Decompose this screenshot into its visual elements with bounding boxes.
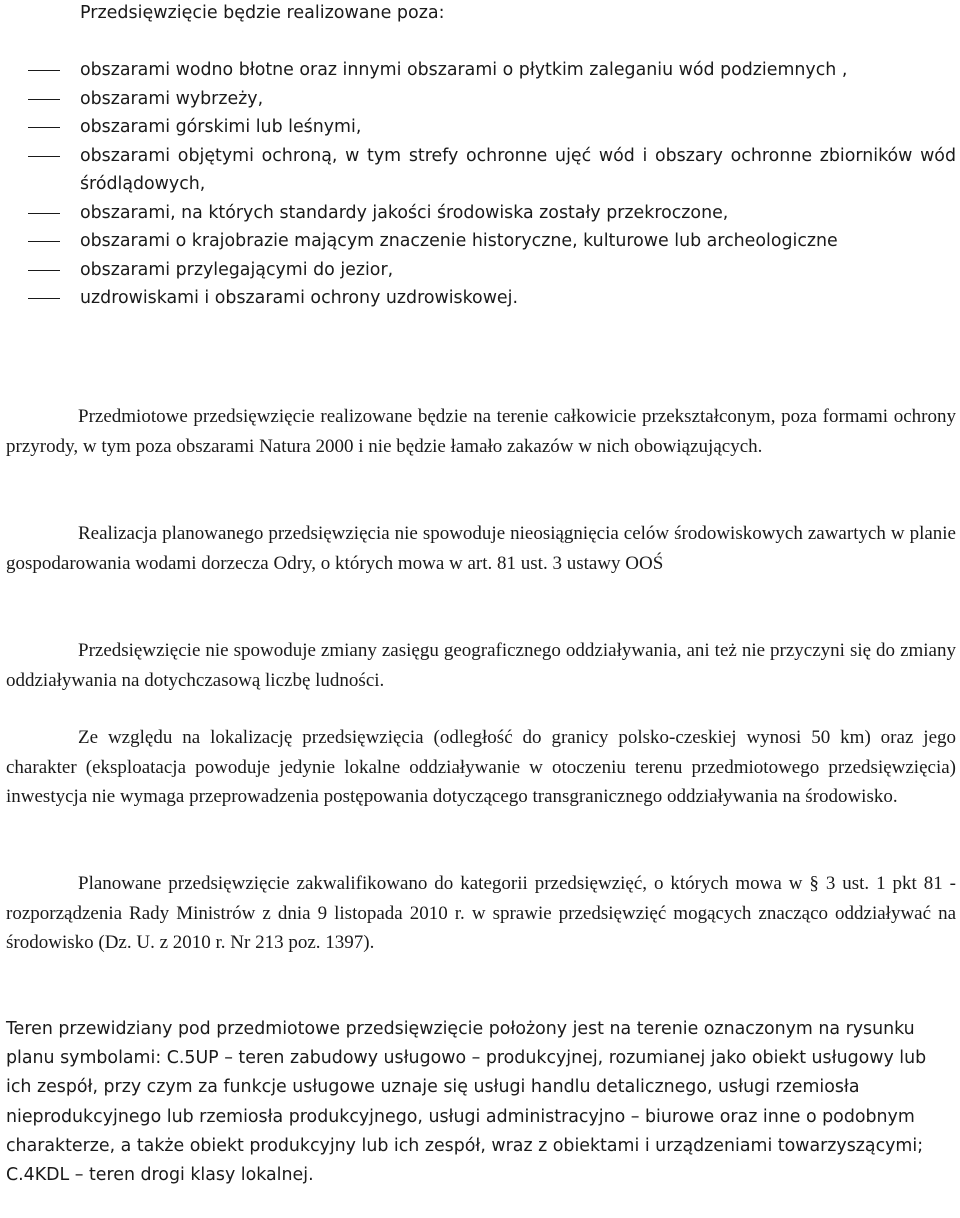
list-item-text: obszarami o krajobrazie mającym znaczenie historyczne, kulturowe lub archeologiczne (80, 231, 838, 251)
paragraph-zoning: Teren przewidziany pod przedmiotowe przedsięwzięcie położony jest na terenie oznaczonym na rysunku planu symbolami: C.5UP – teren zabudowy usługowo – produkcyjnej, rozumianej jako obiekt usługowy lub ich zespół, przy czym za funkcje usługowe uznaje się usługi handlu detalicznego, usługi rzemiosła nieprodukcyjnego lub rzemiosła produkcyjnego, usługi administracyjno – biurowe oraz inne o podobnym charakterze, a także obiekt produkcyjny lub ich zespół, wraz z obiektami i urządzeniami towarzyszącymi; C.4KDL – teren drogi klasy lokalnej. (6, 1019, 927, 1186)
paragraph-text: Planowane przedsięwzięcie zakwalifikowano do kategorii przedsięwzięć, o których mowa w § 3 ust. 1 pkt 81 - rozporządzenia Rady Ministrów z dnia 9 listopada 2010 r. w sprawie przedsięwzięć mogących znacząco oddziaływać na środowisko (Dz. U. z 2010 r. Nr 213 poz. 1397). (6, 873, 956, 953)
list-item-text: obszarami górskimi lub leśnymi, (80, 117, 362, 137)
list-item-text: obszarami przylegającymi do jezior, (80, 259, 394, 280)
list-item-text: obszarami wodno błotne oraz innymi obszarami o płytkim zaleganiu wód podziemnych , (80, 60, 848, 80)
intro-heading: Przedsięwzięcie będzie realizowane poza: (80, 3, 445, 23)
dash-bullet-icon (28, 156, 60, 157)
paragraph-natura (6, 402, 956, 461)
paragraph-text: Przedsięwzięcie nie spowoduje zmiany zasięgu geograficznego oddziaływania, ani też nie przyczyni się do zmiany oddziaływania na dotychczasową liczbę ludności. (6, 640, 956, 691)
list-item-text: obszarami objętymi ochroną, w tym strefy ochronne ujęć wód i obszary ochronne zbiorników wód śródlądowych, (80, 145, 956, 194)
paragraph-odra (6, 519, 956, 578)
dash-bullet-icon (28, 213, 60, 214)
paragraph-text: Ze względu na lokalizację przedsięwzięcia (odległość do granicy polsko-czeskiej wynosi 50 km) oraz jego charakter (eksploatacja powoduje jedynie lokalne oddziaływanie w otoczeniu terenu przedmiotowego przedsięwzięcia) inwestycja nie wymaga przeprowadzenia postępowania dotyczącego transgranicznego oddziaływania na środowisko. (6, 727, 956, 807)
paragraph-text: Realizacja planowanego przedsięwzięcia nie spowoduje nieosiągnięcia celów środowiskowych zawartych w planie gospodarowania wodami dorzecza Odry, o których mowa w art. 81 ust. 3 ustawy OOŚ (6, 523, 956, 574)
dash-bullet-icon (28, 127, 60, 128)
list-item (0, 284, 956, 313)
list-item (0, 142, 956, 199)
list-item (0, 85, 956, 114)
paragraph-range (6, 636, 956, 695)
list-item-text: obszarami wybrzeży, (80, 88, 264, 109)
list-item (0, 56, 956, 85)
dash-bullet-icon (28, 70, 60, 71)
list-item (0, 227, 956, 256)
dash-bullet-icon (28, 298, 60, 299)
paragraph-category (6, 869, 956, 958)
paragraph-transboundary (6, 723, 956, 812)
list-item (0, 199, 956, 228)
dash-bullet-icon (28, 241, 60, 242)
list-item-text: obszarami, na których standardy jakości środowiska zostały przekroczone, (80, 202, 729, 223)
paragraph-text: Przedmiotowe przedsięwzięcie realizowane będzie na terenie całkowicie przekształconym, poza formami ochrony przyrody, w tym poza obszarami Natura 2000 i nie będzie łamało zakazów w nich obowiązujących. (6, 406, 956, 457)
dash-bullet-icon (28, 270, 60, 271)
list-item (0, 113, 956, 142)
dash-bullet-icon (28, 99, 60, 100)
list-item (0, 256, 956, 285)
exclusion-list (0, 56, 960, 313)
list-item-text: uzdrowiskami i obszarami ochrony uzdrowiskowej. (80, 288, 518, 308)
